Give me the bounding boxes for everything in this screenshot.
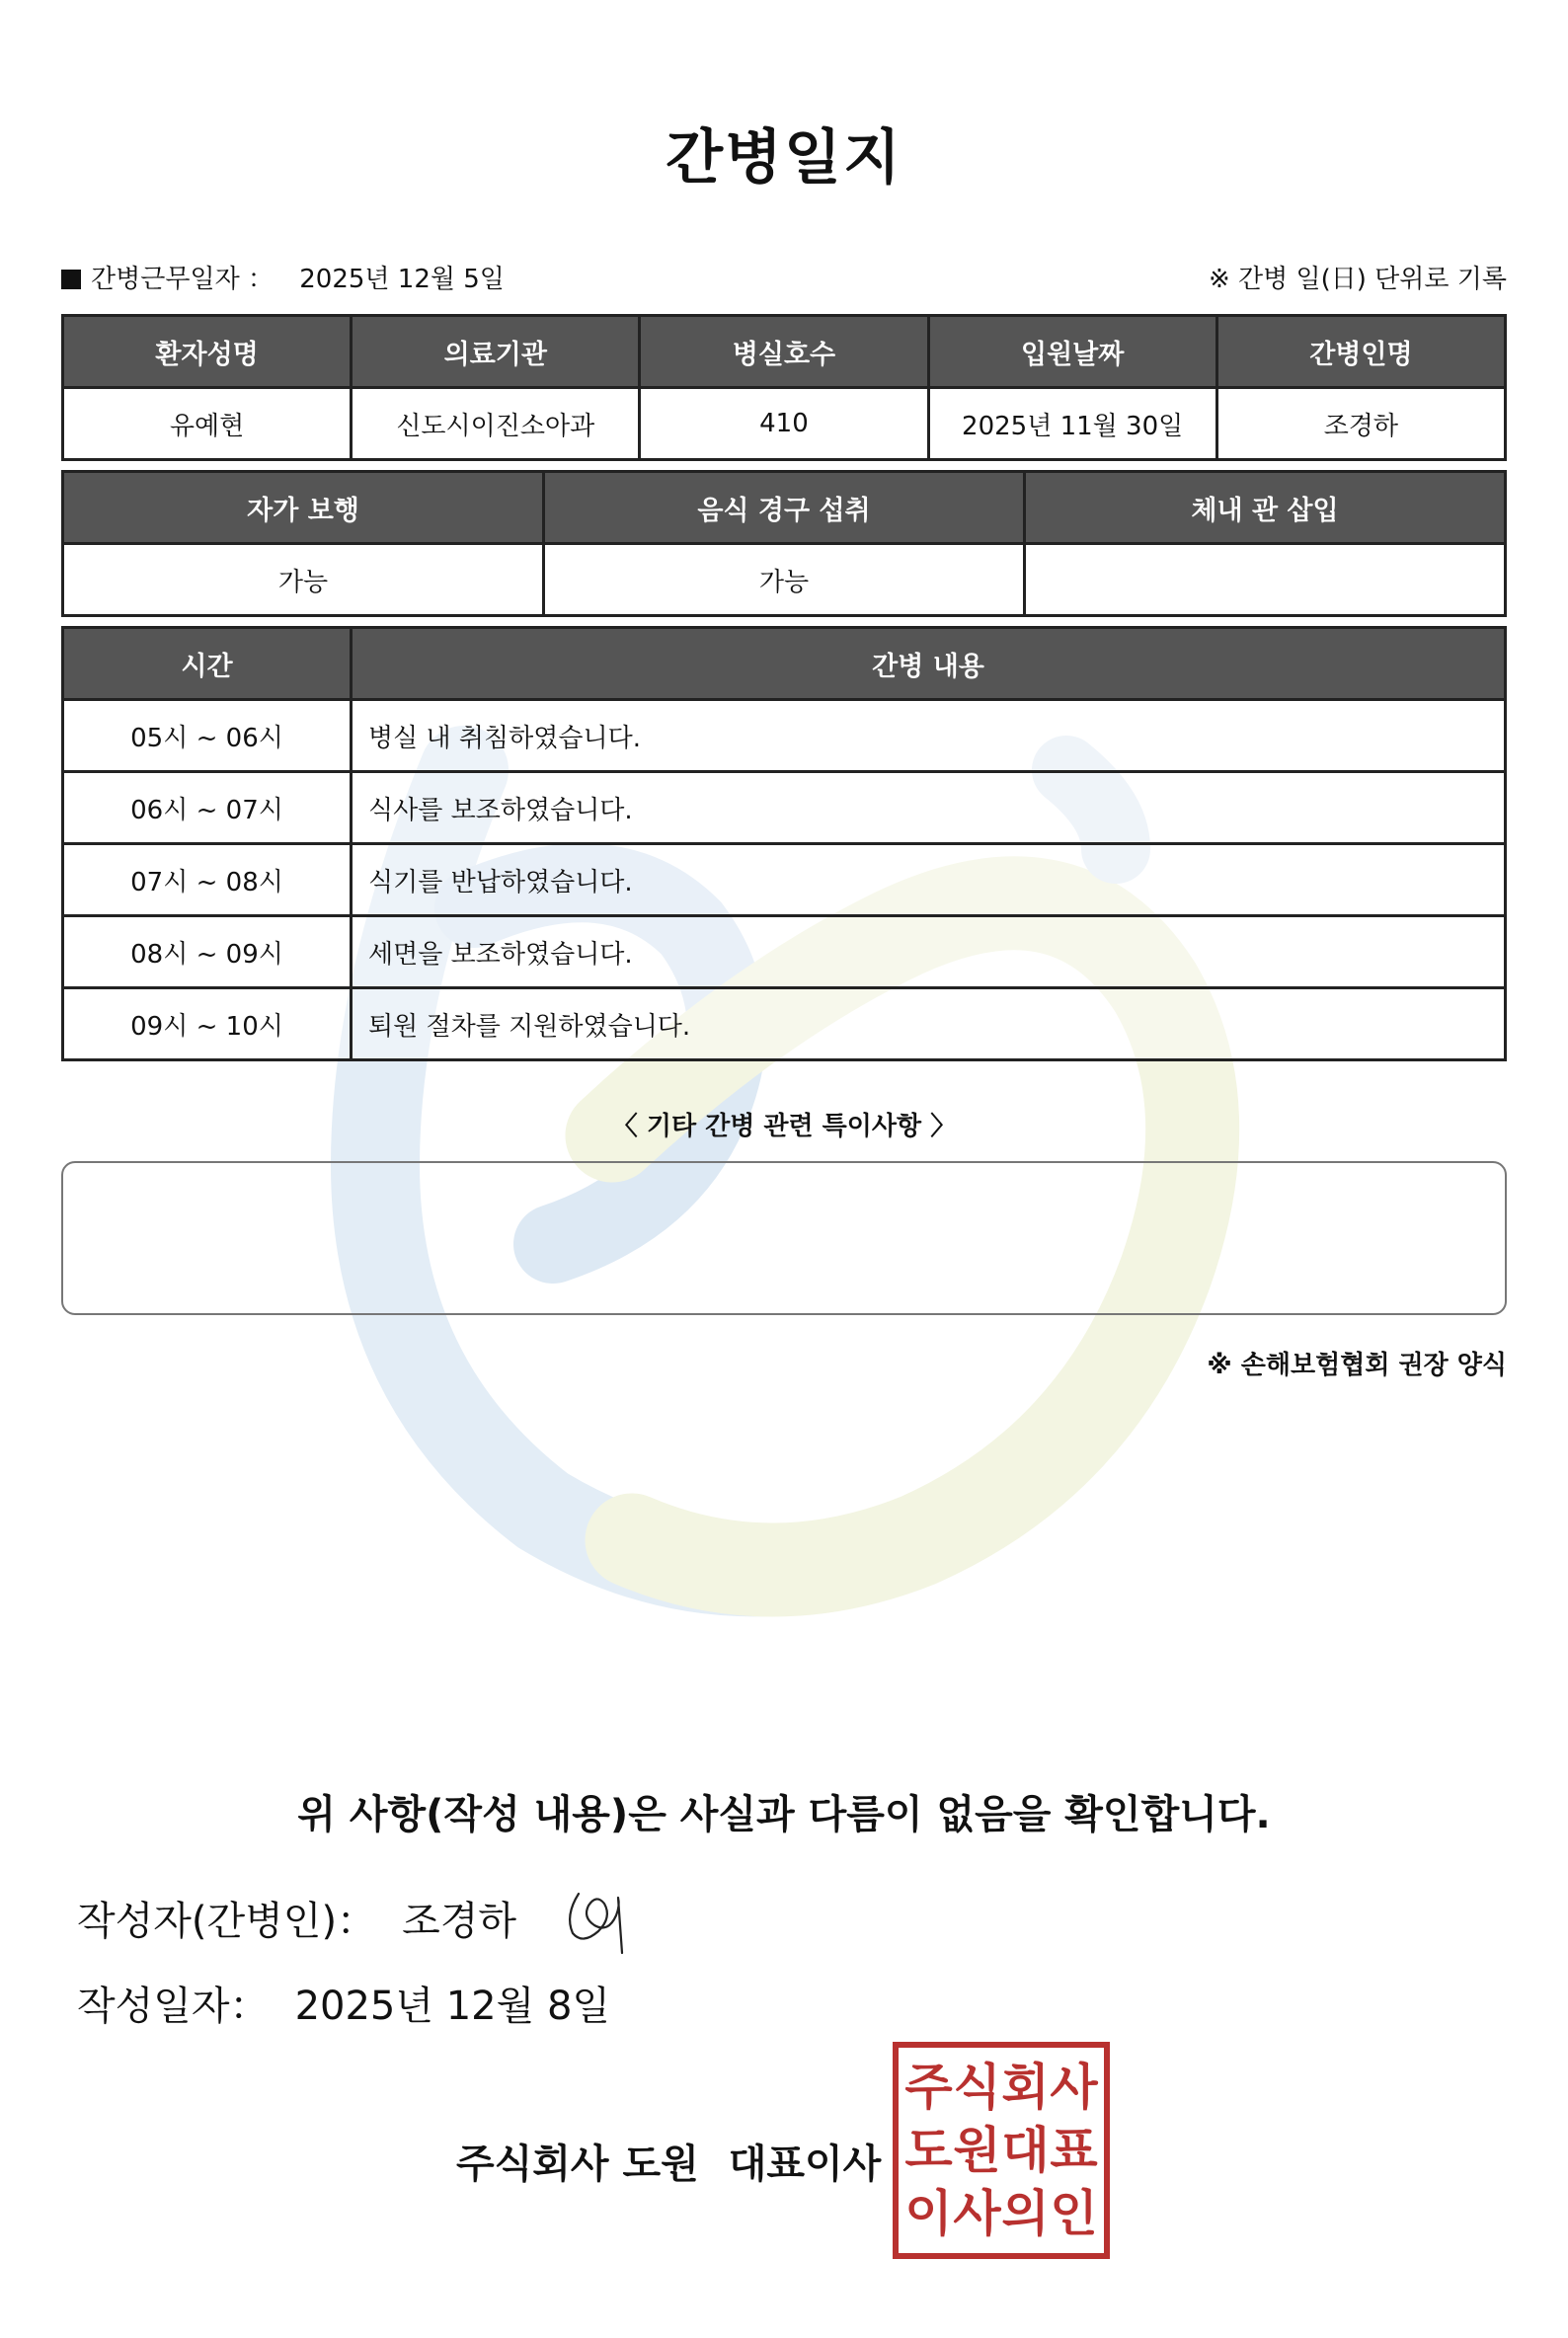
- square-bullet-icon: [61, 270, 81, 289]
- log-content: 병실 내 취침하였습니다.: [352, 700, 1506, 772]
- write-date-line: [77, 1975, 610, 2031]
- log-time: 07시 ~ 08시: [63, 844, 352, 916]
- document-title: 간병일지: [666, 123, 902, 193]
- company-line: [456, 2133, 881, 2189]
- log-time: 09시 ~ 10시: [63, 988, 352, 1060]
- confirmation-statement: 위 사항(작성 내용)은 사실과 다름이 없음을 확인합니다.: [297, 1792, 1271, 1837]
- seal-char: 대: [1001, 2122, 1050, 2179]
- seal-char: 도: [904, 2122, 953, 2179]
- care-log-header-row: [63, 628, 1506, 700]
- log-content: 식사를 보조하였습니다.: [352, 772, 1506, 844]
- hospital-name: 신도시이진소아과: [352, 388, 640, 460]
- log-content: 퇴원 절차를 지원하였습니다.: [352, 988, 1506, 1060]
- care-log-table: [61, 626, 1507, 1061]
- table-row: [63, 916, 1506, 988]
- seal-char: 회: [1001, 2059, 1050, 2116]
- patient-status-table: [61, 470, 1507, 617]
- patient-info-value-row: [63, 388, 1506, 460]
- patient-name: 유예현: [63, 388, 352, 460]
- header-self-walking: 자가 보행: [63, 472, 544, 544]
- room-number: 410: [640, 388, 928, 460]
- status-value-row: [63, 544, 1506, 616]
- work-date-value: 2025년 12월 5일: [299, 265, 505, 294]
- seal-char: 주: [904, 2059, 953, 2116]
- header-room-number: 병실호수: [640, 316, 928, 388]
- log-time: 06시 ~ 07시: [63, 772, 352, 844]
- writer-label: 작성자(간병인)：: [77, 1899, 377, 1944]
- writer-line: [77, 1890, 516, 1946]
- table-row: [63, 844, 1506, 916]
- ceo-title: 대표이사: [728, 2142, 882, 2187]
- table-row: [63, 772, 1506, 844]
- company-name: 주식회사 도원: [456, 2142, 699, 2187]
- admission-date: 2025년 11월 30일: [928, 388, 1216, 460]
- header-care-content: 간병 내용: [352, 628, 1506, 700]
- patient-info-table: [61, 314, 1507, 461]
- header-patient-name: 환자성명: [63, 316, 352, 388]
- header-time: 시간: [63, 628, 352, 700]
- log-content: 식기를 반납하였습니다.: [352, 844, 1506, 916]
- header-hospital: 의료기관: [352, 316, 640, 388]
- log-content: 세면을 보조하였습니다.: [352, 916, 1506, 988]
- notes-box: [61, 1161, 1507, 1315]
- seal-char: 식: [953, 2059, 1001, 2116]
- header-caregiver-name: 간병인명: [1216, 316, 1505, 388]
- recommendation-note: ※ 손해보험협회 권장 양식: [1207, 1351, 1507, 1380]
- seal-char: 의: [1001, 2185, 1050, 2242]
- daily-record-note: ※ 간병 일(日) 단위로 기록: [1208, 265, 1507, 294]
- write-date-label: 작성일자：: [77, 1984, 270, 2029]
- caregiver-name: 조경하: [1216, 388, 1505, 460]
- write-date-value: 2025년 12월 8일: [294, 1984, 611, 2029]
- seal-char: 이: [904, 2185, 953, 2242]
- notes-heading: 〈 기타 간병 관련 특이사항 〉: [611, 1112, 957, 1141]
- header-oral-intake: 음식 경구 섭취: [544, 472, 1025, 544]
- header-admission-date: 입원날짜: [928, 316, 1216, 388]
- seal-char: 원: [953, 2122, 1001, 2179]
- work-date: [61, 259, 505, 295]
- log-time: 05시 ~ 06시: [63, 700, 352, 772]
- log-time: 08시 ~ 09시: [63, 916, 352, 988]
- header-tube-insertion: 체내 관 삽입: [1025, 472, 1506, 544]
- signature: [559, 1876, 630, 1955]
- oral-intake-value: 가능: [544, 544, 1025, 616]
- seal-char: 사: [1050, 2059, 1098, 2116]
- status-header-row: [63, 472, 1506, 544]
- seal-char: 사: [953, 2185, 1001, 2242]
- tube-insertion-value: [1025, 544, 1506, 616]
- writer-name: 조경하: [402, 1899, 516, 1944]
- seal-char: 표: [1050, 2122, 1098, 2179]
- self-walking-value: 가능: [63, 544, 544, 616]
- seal-char: 인: [1050, 2185, 1098, 2242]
- table-row: [63, 988, 1506, 1060]
- patient-info-header-row: [63, 316, 1506, 388]
- company-seal: [893, 2042, 1110, 2259]
- meta-row: [61, 259, 1507, 298]
- work-date-label: 간병근무일자 ：: [91, 265, 274, 294]
- table-row: [63, 700, 1506, 772]
